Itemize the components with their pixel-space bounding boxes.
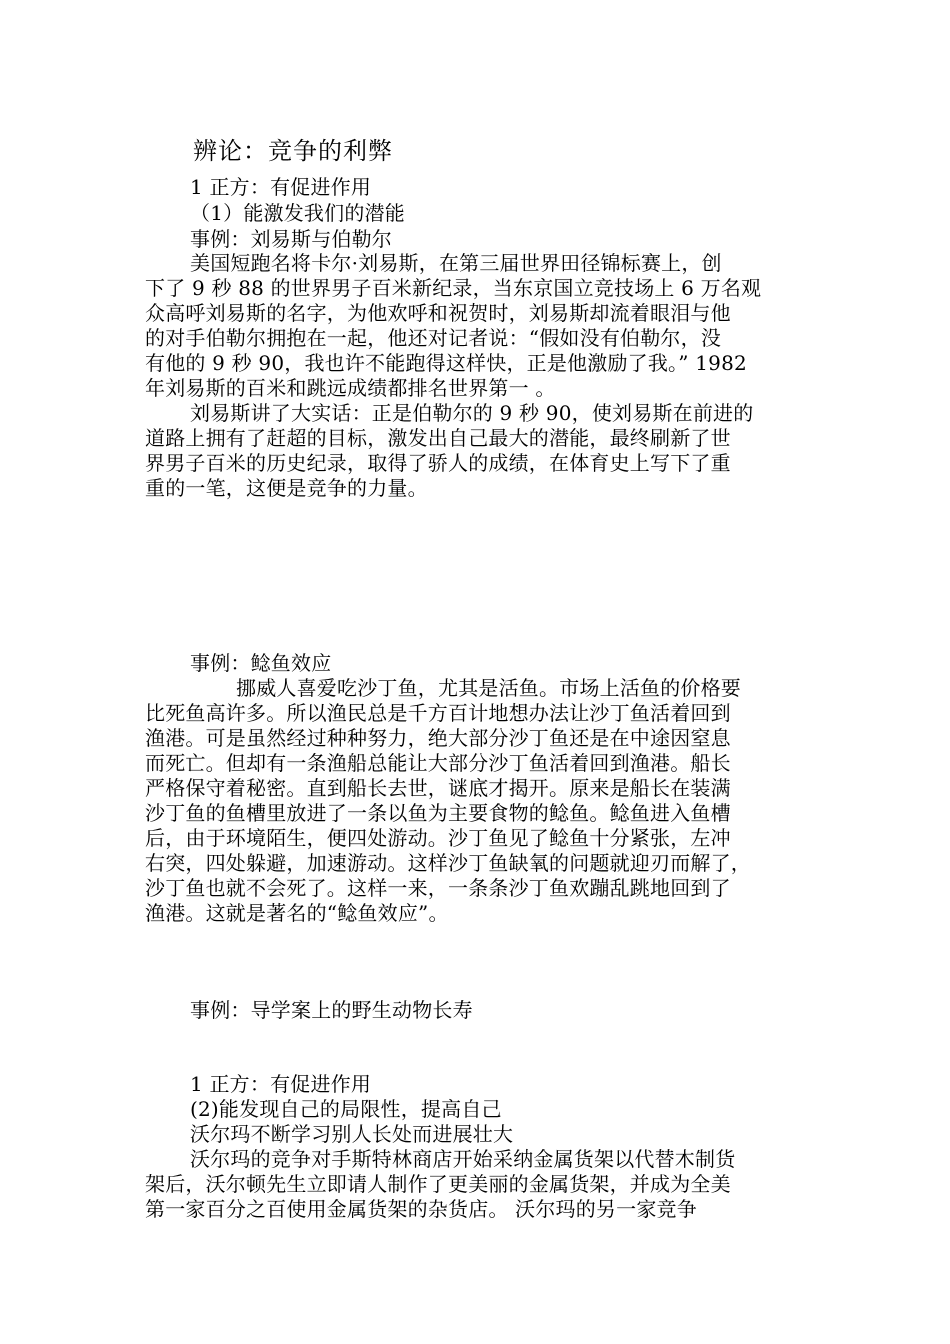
paragraph-line: 严格保守着秘密。直到船长去世，谜底才揭开。原来是船长在装满 [145, 776, 731, 800]
paragraph-line: 重的一笔，这便是竞争的力量。 [145, 476, 428, 500]
paragraph-line: 沙丁鱼也就不会死了。这样一来，一条条沙丁鱼欢蹦乱跳地回到了 [145, 876, 731, 900]
example-heading: 事例：鲶鱼效应 [190, 651, 332, 675]
example-heading: 事例：导学案上的野生动物长寿 [190, 998, 473, 1022]
page-title: 辨论：竞争的利弊 [193, 137, 393, 165]
paragraph-line: 的对手伯勒尔拥抱在一起，他还对记者说：“假如没有伯勒尔，没 [145, 326, 722, 350]
section-heading: 1 正方：有促进作用 [190, 175, 372, 199]
example-heading: 事例：刘易斯与伯勒尔 [190, 227, 392, 251]
paragraph-line: 下了 9 秒 88 的世界男子百米新纪录，当东京国立竞技场上 6 万名观 [145, 276, 762, 300]
paragraph-line: 而死亡。但却有一条渔船总能让大部分沙丁鱼活着回到渔港。船长 [145, 751, 731, 775]
paragraph-line: 渔港。可是虽然经过种种努力，绝大部分沙丁鱼还是在中途因窒息 [145, 726, 731, 750]
paragraph-line: 年刘易斯的百米和跳远成绩都排名世界第一 。 [145, 376, 556, 400]
paragraph-line: 右突，四处躲避，加速游动。这样沙丁鱼缺氧的问题就迎刃而解了， [145, 851, 751, 875]
paragraph-line: 有他的 9 秒 90，我也许不能跑得这样快，正是他激励了我。” 1982 [145, 351, 747, 375]
paragraph-line: 沃尔玛的竞争对手斯特林商店开始采纳金属货架以代替木制货 [190, 1147, 736, 1171]
paragraph-line: 比死鱼高许多。所以渔民总是千方百计地想办法让沙丁鱼活着回到 [145, 701, 731, 725]
paragraph-line: 道路上拥有了赶超的目标，激发出自己最大的潜能，最终刷新了世 [145, 426, 731, 450]
paragraph-line: 渔港。这就是著名的“鲶鱼效应”。 [145, 901, 449, 925]
example-heading: 沃尔玛不断学习别人长处而进展壮大 [190, 1122, 514, 1146]
paragraph-line: 第一家百分之百使用金属货架的杂货店。 沃尔玛的另一家竞争 [145, 1197, 697, 1221]
paragraph-line: 众高呼刘易斯的名字，为他欢呼和祝贺时，刘易斯却流着眼泪与他 [145, 301, 731, 325]
sub-heading: （1）能激发我们的潜能 [190, 201, 405, 225]
paragraph-line: 后，由于环境陌生，便四处游动。沙丁鱼见了鲶鱼十分紧张，左冲 [145, 826, 731, 850]
paragraph-line: 界男子百米的历史纪录，取得了骄人的成绩，在体育史上写下了重 [145, 451, 731, 475]
paragraph-line: 美国短跑名将卡尔·刘易斯，在第三届世界田径锦标赛上，创 [190, 251, 722, 275]
paragraph-line: 挪威人喜爱吃沙丁鱼，尤其是活鱼。市场上活鱼的价格要 [236, 676, 741, 700]
paragraph-line: 刘易斯讲了大实话：正是伯勒尔的 9 秒 90，使刘易斯在前进的 [190, 401, 754, 425]
sub-heading: (2)能发现自己的局限性，提高自己 [190, 1097, 502, 1121]
section-heading: 1 正方：有促进作用 [190, 1072, 372, 1096]
paragraph-line: 沙丁鱼的鱼槽里放进了一条以鱼为主要食物的鲶鱼。鲶鱼进入鱼槽 [145, 801, 731, 825]
paragraph-line: 架后，沃尔顿先生立即请人制作了更美丽的金属货架，并成为全美 [145, 1172, 731, 1196]
